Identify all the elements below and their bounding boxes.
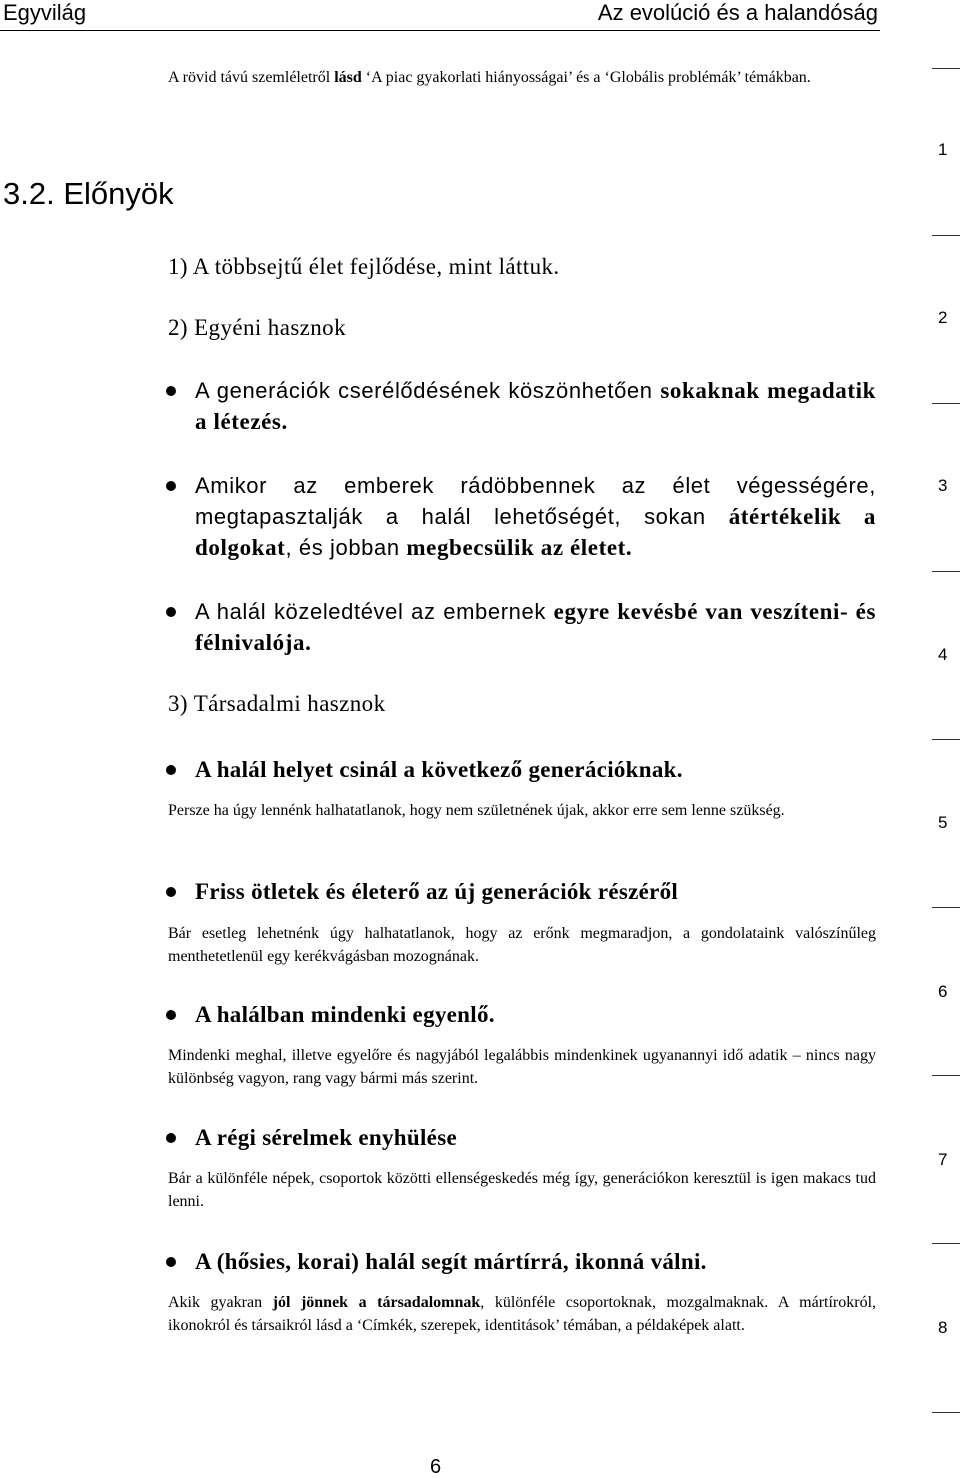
paragraph: Persze ha úgy lennénk halhatatlanok, hogy nem születnének újak, akkor erre sem lenne szükség.	[168, 802, 785, 819]
bullet-icon	[166, 481, 176, 491]
margin-rule	[932, 1243, 960, 1244]
margin-rule	[932, 571, 960, 572]
section-title: 3.2. Előnyök	[3, 176, 174, 211]
intro-link-word: lásd	[334, 69, 362, 86]
bullet-text: A (hősies, korai) halál segít mártírrá, ikonná válni.	[195, 1249, 707, 1274]
margin-rule	[932, 68, 960, 69]
margin-rule	[932, 907, 960, 908]
bullet-text: Amikor az emberek rádöbbennek az élet végességére, megtapasztalják a halál lehetőségét, sokan átértékelik a dolgokat, és jobban megbecsülik az életet.	[195, 473, 876, 560]
bullet-icon	[166, 1010, 176, 1020]
bullet-text: A generációk cserélődésének köszönhetően sokaknak megadatik a létezés.	[195, 378, 876, 434]
margin-number: 4	[938, 645, 948, 664]
bullet-text: A halál közeledtével az embernek egyre kevésbé van veszíteni- és félnivalója.	[195, 599, 876, 655]
paragraph: Mindenki meghal, illetve egyelőre és nagyjából legalábbis mindenkinek ugyanannyi idő adatik – nincs nagy különbség vagyon, rang vagy bármi más szerint.	[168, 1047, 876, 1087]
bullet-icon	[166, 386, 176, 396]
margin-rule	[932, 1412, 960, 1413]
bullet-text: A halál helyet csinál a következő generációknak.	[195, 757, 683, 782]
margin-line-numbers	[920, 0, 960, 1477]
margin-number: 6	[938, 982, 948, 1001]
margin-rule	[932, 739, 960, 740]
bullet-icon	[166, 607, 176, 617]
paragraph: Akik gyakran jól jönnek a társadalomnak, különféle csoportoknak, mozgalmaknak. A mártírokról, ikonokról és társaikról lásd a ‘Címkék, szerepek, identitások’ témában, a példaképek alatt.	[168, 1294, 877, 1334]
paragraph: Bár a különféle népek, csoportok közötti ellenségeskedés még így, generációkon keresztül is igen makacs tud lenni.	[168, 1170, 876, 1210]
bullet-text: A régi sérelmek enyhülése	[195, 1125, 457, 1150]
margin-number: 5	[938, 813, 948, 832]
margin-rule	[932, 403, 960, 404]
list-item-3: 3) Társadalmi hasznok	[168, 691, 386, 716]
bullet-text: Friss ötletek és életerő az új generációk részéről	[195, 879, 679, 904]
margin-rule	[932, 1075, 960, 1076]
margin-number: 3	[938, 476, 948, 495]
intro-text-1: A rövid távú szemléletről	[168, 69, 335, 86]
page-number: 6	[430, 1456, 442, 1478]
intro-text-2: ‘A piac gyakorlati hiányosságai’ és a ‘Globális problémák’ témákban.	[361, 69, 811, 86]
page-header	[0, 0, 880, 31]
header-right-title: Az evolúció és a halandóság	[597, 0, 878, 25]
bullet-icon	[166, 765, 176, 775]
bullet-icon	[166, 1133, 176, 1143]
bullet-text: A halálban mindenki egyenlő.	[195, 1002, 495, 1027]
margin-number: 2	[938, 308, 948, 327]
list-item-2: 2) Egyéni hasznok	[168, 315, 346, 340]
margin-number: 7	[938, 1150, 948, 1169]
margin-number: 1	[938, 140, 948, 159]
list-item-1: 1) A többsejtű élet fejlődése, mint láttuk.	[168, 254, 560, 279]
header-left-title: Egyvilág	[3, 0, 87, 25]
paragraph: Bár esetleg lehetnénk úgy halhatatlanok, hogy az erőnk megmaradjon, a gondolataink valószínűleg menthetetlenül egy kerékvágásban mozognának.	[168, 925, 876, 965]
intro-paragraph	[168, 66, 876, 89]
bullet-icon	[166, 1257, 176, 1267]
bullet-icon	[166, 887, 176, 897]
margin-rule	[932, 235, 960, 236]
margin-number: 8	[938, 1318, 948, 1337]
